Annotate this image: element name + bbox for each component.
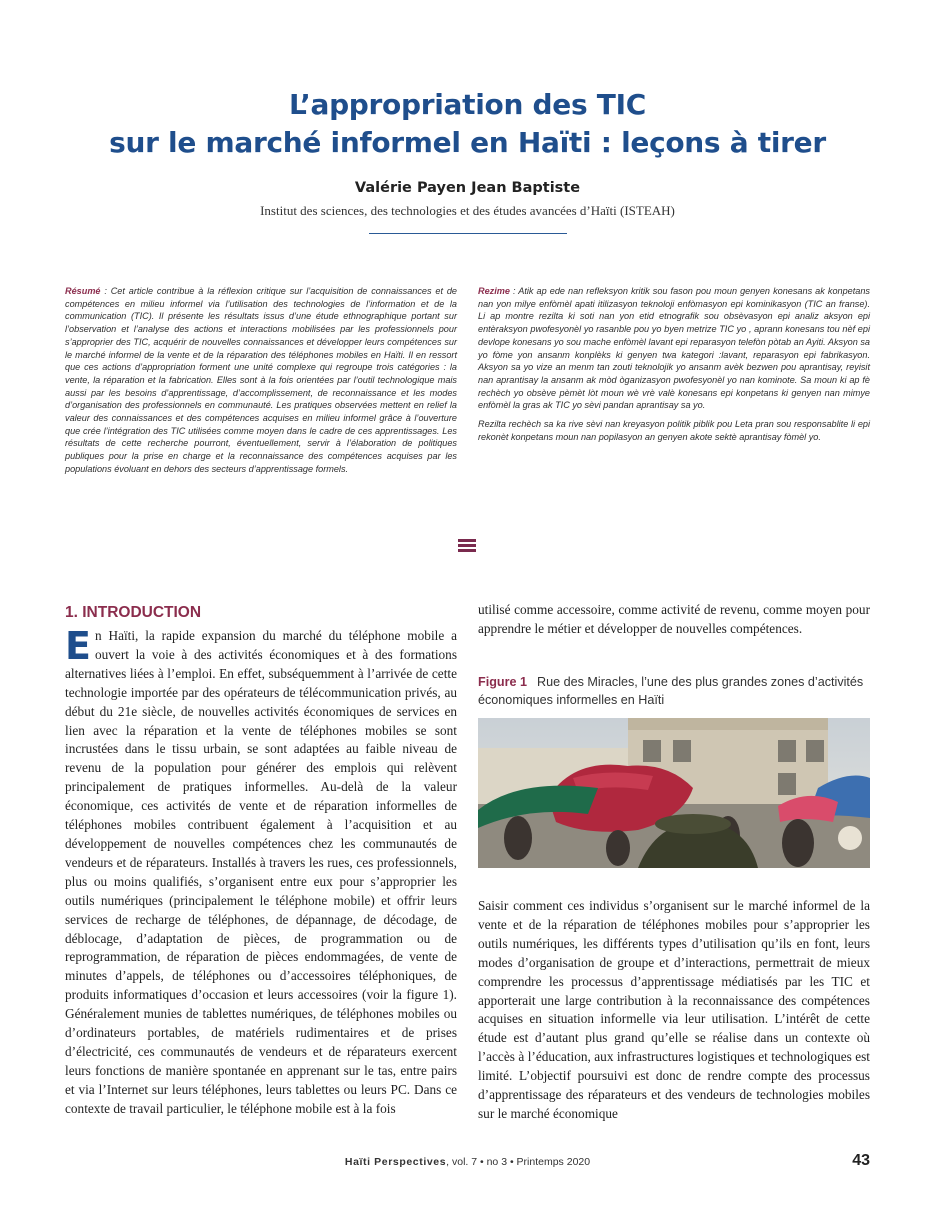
figure-caption-text: Rue des Miracles, l’une des plus grandes zones d’activités économiques informelles en Haïti xyxy=(478,675,864,707)
abstract-creole-label: Rezime xyxy=(478,286,510,296)
journal-name: Haïti Perspectives xyxy=(344,1156,447,1168)
issue-info: , vol. 7 • no 3 • Printemps 2020 xyxy=(446,1156,591,1168)
drop-cap: E xyxy=(65,624,91,668)
section-heading: 1. INTRODUCTION xyxy=(65,604,202,621)
author-name: Valérie Payen Jean Baptiste xyxy=(354,180,581,196)
body-column-left xyxy=(65,624,457,1119)
body-text-left: n Haïti, la rapide expansion du marché du téléphone mobile a ouvert la voie à des activités économiques et à des formations alternatives liées à l’emploi. En effet, subséquemment à l’arrivée de cette technologie importée par des opérateurs de télécommunication privés, au début du 21e siècle, de nouvelles activités économiques de services en lien avec la réparation et la vente de téléphones mobiles se sont incrustées dans le tissu urbain, se sont adaptées au faible niveau de revenu de la population pour générer des emplois qui relèvent principalement de pratiques informelles. Au-delà de la valeur économique, ces activités de vente et de réparation informelles de téléphones mobiles contribuent également à l’acquisition et au développement de nouvelles compétences chez les communautés de vendeurs et de réparateurs. Installés à travers les rues, ces professionnels, plus ou moins qualifiés, s’organisent entre eux pour s’approprier les outils numériques (principalement le téléphone mobile) et offrir leurs services de recharge de téléphones, de dépannage, de décodage, de déblocage, d’adaptation de pièces, de programmation ou de reprogrammation, de réparation de pièces endommagées, de vente de minutes d’appels, de téléphones ou d’accessoires téléphoniques, de produits informatiques d’occasion et leurs accessoires (voir la figure 1). Généralement munies de tablettes numériques, de téléphones mobiles ou d’ordinateurs portables, de matériels rudimentaires et de prises d’électricité, ces communautés de vendeurs et de réparateurs exercent leurs fonctions de manière spontanée en apprenant sur le tas, entre pairs et via l’Internet sur leurs téléphones, leurs tablettes ou leurs PC. Dans ce contexte de travail particulier, le téléphone mobile est à la fois xyxy=(65,628,457,1116)
title-divider xyxy=(369,233,567,234)
figure-label: Figure 1 xyxy=(478,675,527,689)
article-title xyxy=(0,86,935,162)
abstract-creole-text-2: Rezilta rechèch sa ka rive sèvi nan kreyasyon politik piblik pou Leta pran sou responsablite li epi rekonèt konpetans moun nan popilasyon an genyen akote sektè aprantisay fòmèl yo. xyxy=(478,419,870,442)
abstract-creole-text: : Atik ap ede nan refleksyon kritik sou fason pou moun genyen konesans ak konpetans nan yon milye enfòmèl apati itilizasyon teknoloji enfòmasyon epi kominikasyon (TIC an franse). Li ap montre rezilta ki soti nan yon etid etnografik sou obsèvasyon epi analiz aksyon epi entèraksyon pwofesyonèl yo rasanble pou yo byen metrize TIC yo , aprann konesans tou nèf epi devlope konesans yo sou mache enfòmèl lavant epi reparasyon telefòn pòtab an Ayiti. Aksyon sa yo fòme yon ansanm konplèks ki genyen twa kategori :lavant, reparasyon epi fabrikasyon. Aksyon sa yo vize an menm tan zouti teknolojik yo ansanm avèk bezwen pou aprantisay, reyisit nan aprantisay la ansanm ak mòd òganizasyon pwofesyonèl yo nan kominote. Sa moun ki ap fè rechèch yo obsève pèmèt lòt moun wè vrè valè konesans epi konpetans ki genyen nan mimye enfòmèl la gras ak TIC yo sèvi pandan aprantisay sa yo. xyxy=(478,286,870,411)
page-footer xyxy=(0,1156,935,1168)
street-market-photo xyxy=(478,718,870,868)
section-ornament-icon xyxy=(458,539,476,553)
page-number: 43 xyxy=(852,1152,870,1169)
title-line-2: sur le marché informel en Haïti : leçons à tirer xyxy=(109,126,826,159)
figure-caption xyxy=(478,673,870,709)
author-affiliation: Institut des sciences, des technologies et des études avancées d’Haïti (ISTEAH) xyxy=(260,203,675,218)
figure-photo xyxy=(478,718,870,868)
body-column-right-top: utilisé comme accessoire, comme activité de revenu, comme moyen pour apprendre le métier et développer de nouvelles compétences. xyxy=(478,602,870,636)
body-column-right-bottom: Saisir comment ces individus s’organisent sur le marché informel de la vente et de la réparation de téléphones mobiles pour s’approprier les outils numériques, les différents types d’utilisation qu’ils en font, leurs modes d’organisation de groupe et d’interactions, permettrait de mieux comprendre les processus d’apprentissage médiatisés par les TIC et apporterait une large contribution à la reconnaissance des compétences acquises en situation informelle via leur utilisation. L’intérêt de cette étude est d’autant plus grand qu’elle se réalise dans un contexte où l’accès à l’éducation, aux infrastructures logistiques et technologiques est limité. L’objectif poursuivi est donc de rendre compte des processus d’apprentissage des réparateurs et des vendeurs de technologies mobiles sur le marché économique xyxy=(478,898,870,1121)
abstract-french xyxy=(65,285,457,476)
abstract-creole xyxy=(478,285,870,443)
title-line-1: L’appropriation des TIC xyxy=(289,88,646,121)
abstract-french-text: : Cet article contribue à la réflexion critique sur l’acquisition de connaissances et de compétences en milieu informel via l’utilisation des technologies de l’information et de la communication (TIC). Il présente les résultats issus d’une étude ethnographique portant sur l’observation et l’analyse des actions et interactions mobilisées par les professionnels pour s’approprier des TIC, acquérir de nouvelles connaissances et développer leurs compétences sur le marché informel de la vente et de la réparation des téléphones mobiles en Haïti. Il en ressort que ces actions d’appropriation forment une unité complexe qui regroupe trois catégories : la vente, la réparation et la fabrication. Elles sont à la fois orientées par l’outil technologique mais aussi par les besoins d’apprentissage, d’accomplissement, de reconnaissance et les modes d’organisation des professionnels en communauté. Les pratiques observées mettent en relief la valeur des connaissances et des compétences acquises en milieu informel grâce à l’ouverture que crée l’intégration des TIC utilisées comme moyen dans le cadre de ces apprentissages. Les résultats de cette recherche pourront, éventuellement, servir à l’élaboration de politiques publiques pour la prise en charge et la reconnaissance des compétences acquises par les populations évoluant en dehors des secteurs d’apprentissage formels. xyxy=(65,286,457,474)
abstract-french-label: Résumé xyxy=(65,286,101,296)
